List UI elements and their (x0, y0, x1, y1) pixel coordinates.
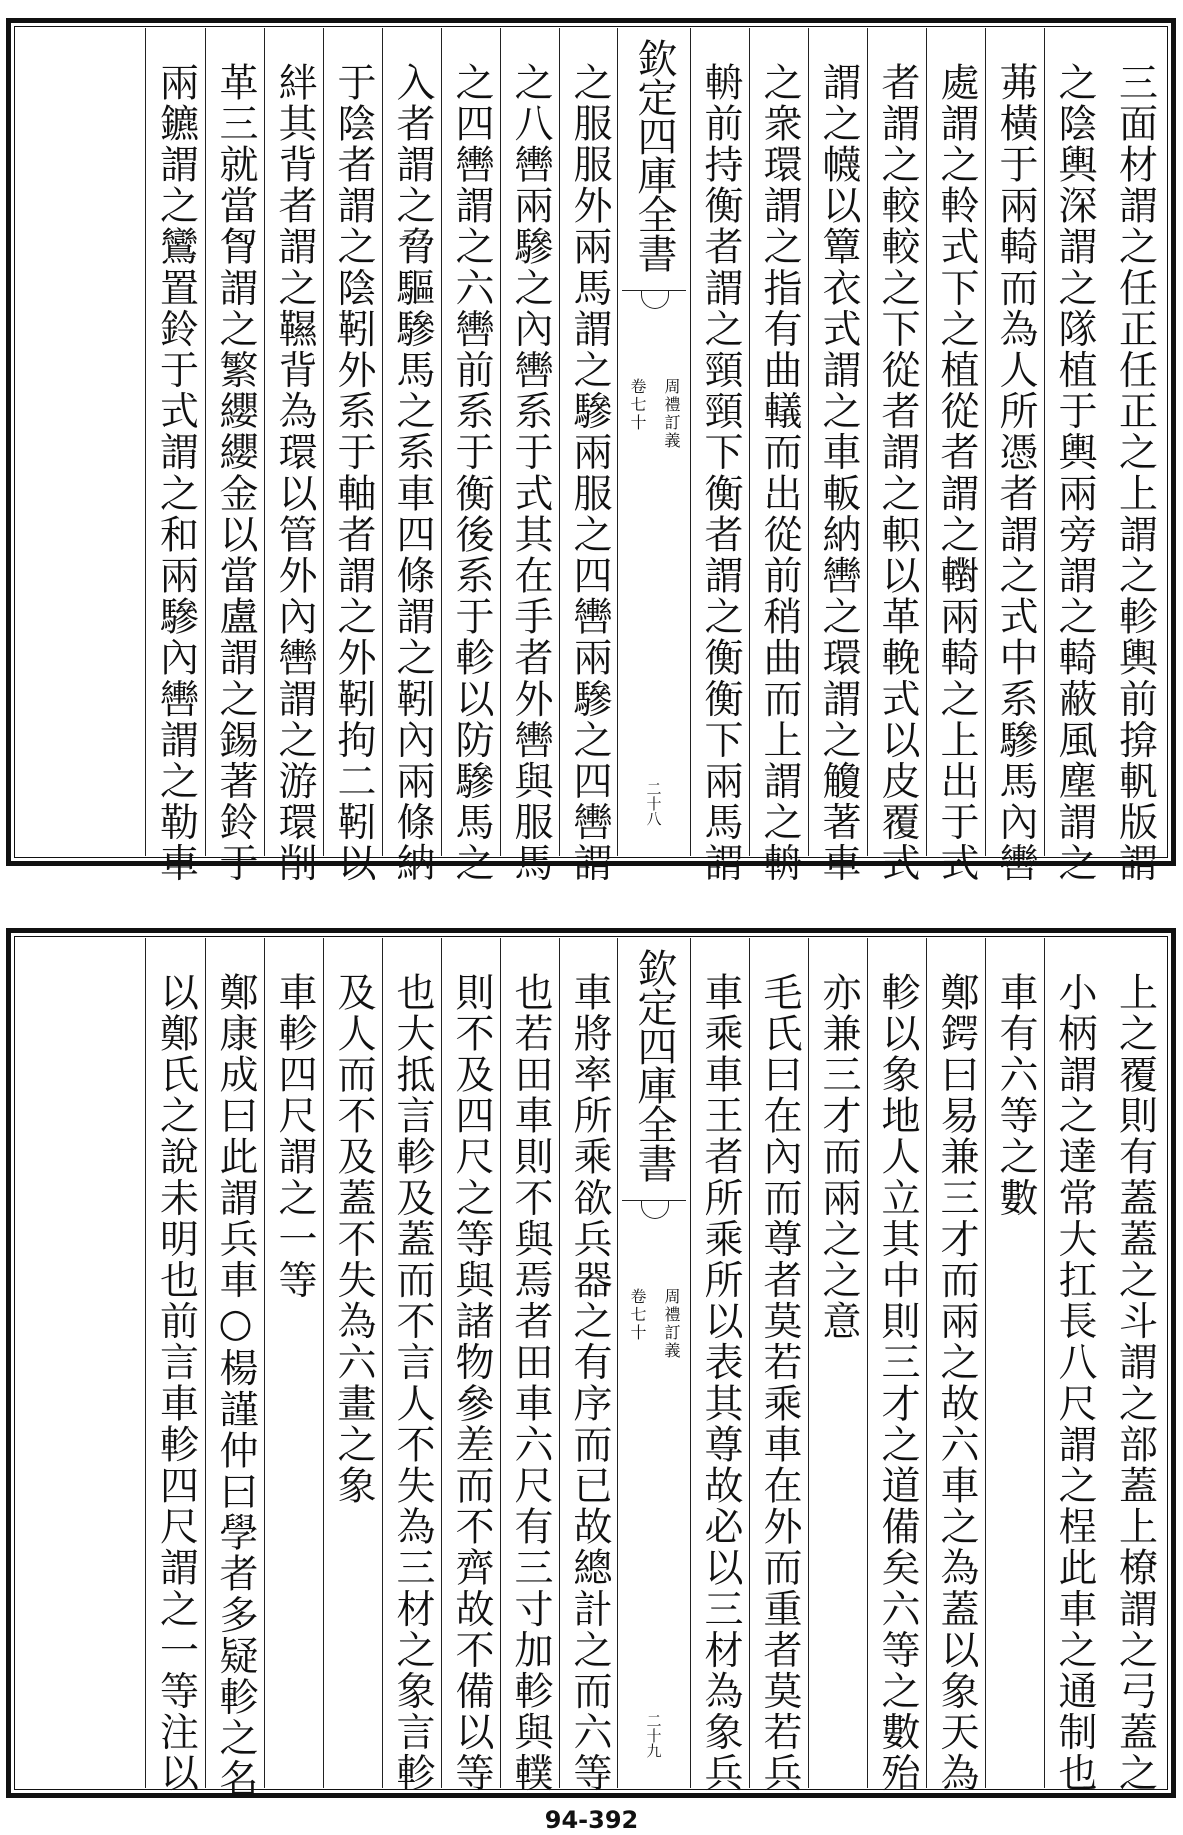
column-text: 及人而不及蓋不失為六畫之象 (331, 972, 376, 1507)
text-columns (16, 938, 1166, 1800)
text-column (808, 938, 868, 1788)
volume-label: 卷七十 (628, 378, 647, 432)
column-text: 三面材謂之任正任正之上謂之軫輿前揜軓版謂 (1112, 62, 1158, 884)
column-text: 以鄭氏之說未明也前言車軫四尺謂之一等注以 (153, 972, 199, 1794)
column-text: 上之覆則有蓋蓋之斗謂之部蓋上橑謂之弓蓋之 (1112, 972, 1158, 1794)
text-column (323, 938, 383, 1788)
text-column (559, 938, 619, 1794)
column-text: 謂之幭以簟衣式謂之車䡊納轡之環謂之觼著車 (816, 62, 861, 884)
column-text: 之陰輿深謂之隊植于輿兩旁謂之輢蔽風塵謂之 (1052, 62, 1097, 884)
text-column (441, 28, 501, 884)
text-column (1104, 938, 1166, 1794)
column-text: 絆其背者謂之韅背為環以管外內轡謂之游環削 (272, 62, 317, 884)
book-title: 欽定四庫全書 (631, 38, 677, 272)
column-text: 之服服外兩馬謂之驂兩服之四轡兩驂之四轡謂 (567, 62, 612, 884)
text-column (1104, 28, 1166, 884)
text-columns (16, 28, 1166, 884)
column-text: 毛氏曰在內而尊者莫若乘車在外而重者莫若兵 (757, 972, 802, 1794)
text-column (500, 938, 560, 1794)
text-column (559, 28, 619, 884)
column-text: 兩鑣謂之鸞置鈴于式謂之和兩驂內轡謂之勒車 (153, 62, 199, 884)
text-column (205, 28, 265, 884)
column-text: 者謂之較較之下從者謂之軹以革輓式以皮覆式 (875, 62, 920, 884)
column-text: 軫以象地人立其中則三才之道備矣六等之數殆 (875, 972, 920, 1794)
text-column (690, 938, 750, 1794)
column-text: 之四轡謂之六轡前系于衡後系于軫以防驂馬之 (449, 62, 494, 884)
text-column (500, 28, 560, 884)
text-column (985, 28, 1045, 884)
column-text: 之衆環謂之指有曲轙而出從前稍曲而上謂之輈 (757, 62, 802, 884)
text-column (867, 28, 927, 884)
column-text: 車乘車王者所乘所以表其尊故必以三材為象兵 (698, 972, 743, 1794)
text-column (382, 938, 442, 1794)
fish-tail-mark (622, 290, 686, 321)
text-column (264, 28, 324, 884)
text-column (926, 938, 986, 1794)
text-column (749, 28, 809, 884)
volume-label: 卷七十 (628, 1288, 647, 1342)
column-text: 車軫四尺謂之一等 (272, 972, 317, 1301)
text-column (808, 28, 868, 884)
page-number: 94-392 (544, 1806, 639, 1834)
center-fold (617, 28, 691, 856)
folio-number: 二十九 (644, 1713, 663, 1758)
text-column (441, 938, 501, 1794)
page-bottom (6, 928, 1176, 1798)
fish-tail-mark (622, 1200, 686, 1231)
book-title: 欽定四庫全書 (631, 948, 677, 1182)
text-column (926, 28, 986, 884)
page-top (6, 18, 1176, 884)
text-column (867, 938, 927, 1794)
text-column (985, 938, 1045, 1788)
text-column (205, 938, 265, 1800)
center-fold (617, 938, 691, 1788)
column-text: 之八轡兩驂之內轡系于式其在手者外轡與服馬 (508, 62, 553, 884)
column-text: 革三就當胷謂之繁纓纓金以當盧謂之錫著鈴于 (213, 62, 258, 884)
book-subtitle: 周禮訂義 (662, 378, 681, 450)
column-text: 鄭鍔曰易兼三才而兩之故六車之為蓋以象天為 (934, 972, 979, 1794)
text-column (145, 938, 206, 1794)
text-column (1044, 938, 1104, 1794)
column-text: 入者謂之脅驅驂馬之系車四條謂之靷內兩條納 (390, 62, 435, 884)
column-text: 也若田車則不與焉者田車六尺有三寸加軫與轐 (508, 972, 553, 1794)
column-text: 輈前持衡者謂之頸頸下衡者謂之衡衡下兩馬謂 (698, 62, 743, 884)
text-column (382, 28, 442, 884)
column-text: 于陰者謂之陰靷外系于軸者謂之外靷拘二靷以 (331, 62, 376, 884)
column-text: 鄭康成曰此謂兵車○楊謹仲曰學者多疑軫之名 (213, 972, 258, 1800)
column-text: 茀橫于兩輢而為人所憑者謂之式中系驂馬內轡 (993, 62, 1038, 884)
column-text: 亦兼三才而兩之之意 (816, 972, 861, 1342)
column-text: 車將率所乘欲兵器之有序而已故總計之而六等 (567, 972, 612, 1794)
text-column (145, 28, 206, 884)
book-subtitle: 周禮訂義 (662, 1288, 681, 1360)
text-column (323, 28, 383, 884)
column-text: 車有六等之數 (993, 972, 1038, 1219)
column-text: 則不及四尺之等與諸物參差而不齊故不備以等 (449, 972, 494, 1794)
text-column (264, 938, 324, 1788)
text-column (1044, 28, 1104, 884)
folio-number: 二十八 (644, 781, 663, 826)
column-text: 小柄謂之達常大扛長八尺謂之桯此車之通制也 (1052, 972, 1097, 1794)
text-column (749, 938, 809, 1794)
column-text: 處謂之軨式下之植從者謂之轛兩輢之上出于式 (934, 62, 979, 884)
column-text: 也大抵言軫及蓋而不言人不失為三材之象言軫 (390, 972, 435, 1794)
text-column (690, 28, 750, 884)
